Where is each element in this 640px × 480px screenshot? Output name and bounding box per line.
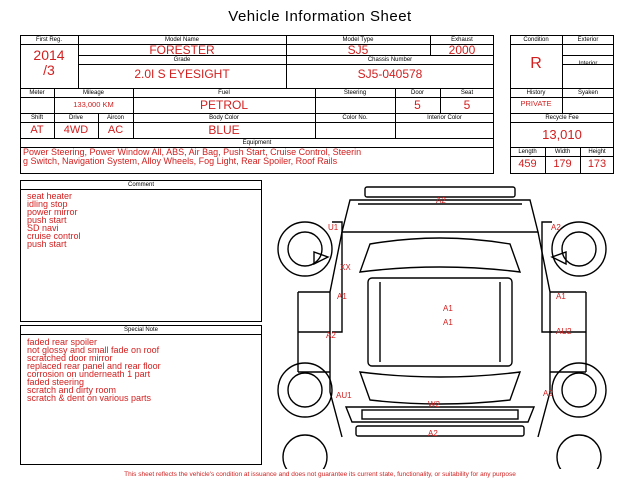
- list-item: push start: [27, 239, 67, 249]
- damage-right-front-door: A1: [556, 292, 566, 301]
- damage-right-rear-fender: A2: [543, 389, 553, 398]
- color-no-label: Color No.: [342, 115, 368, 121]
- mileage-value: 133,000 KM: [73, 101, 114, 109]
- chassis-number-value: SJ5-040578: [357, 67, 423, 81]
- history-value: PRIVATE: [520, 100, 552, 108]
- fuel-label: Fuel: [218, 90, 230, 96]
- width-value: 179: [553, 158, 572, 170]
- list-item: seat heater: [27, 191, 73, 201]
- body-color-value: BLUE: [208, 123, 240, 137]
- comment-list: [27, 192, 81, 248]
- damage-left-rear-fender: AU1: [336, 391, 352, 400]
- fuel-value: PETROL: [199, 98, 248, 112]
- model-type-value: SJ5: [347, 44, 369, 56]
- exhaust-value: 2000: [448, 44, 476, 56]
- model-name-label: Model Name: [164, 37, 199, 43]
- shift-value: AT: [30, 124, 44, 136]
- list-item: faded steering: [27, 377, 85, 387]
- width-label: Width: [554, 149, 571, 155]
- interior-color-label: Interior Color: [427, 115, 462, 121]
- page-title: Vehicle Information Sheet: [228, 8, 412, 25]
- list-item: corrosion on underneath 1 part: [27, 369, 151, 379]
- shift-label: Shift: [30, 115, 43, 121]
- list-item: faded rear spoiler: [27, 337, 98, 347]
- grade-value: 2.0I S EYESIGHT: [134, 67, 230, 81]
- exhaust-label: Exhaust: [451, 37, 473, 43]
- recycle-fee-value: 13,010: [542, 127, 582, 142]
- list-item: replaced rear panel and rear floor: [27, 361, 161, 371]
- car-damage-diagram: [270, 182, 614, 469]
- first-reg-value: 2014 /3: [33, 48, 65, 78]
- meter-label: Meter: [29, 90, 45, 96]
- door-label: Door: [410, 90, 424, 96]
- body-color-label: Body Color: [209, 115, 239, 121]
- damage-roof-front: A1: [443, 304, 453, 313]
- damage-right-rear-door: AU2: [556, 327, 572, 336]
- grade-label: Grade: [173, 57, 191, 63]
- equipment-label: Equipment: [242, 140, 272, 146]
- seat-label: Seat: [460, 90, 474, 96]
- interior-label: Interior: [578, 61, 598, 67]
- list-item: scratch & dent on various parts: [27, 393, 152, 403]
- list-item: idling stop: [27, 199, 68, 209]
- history-label: History: [526, 90, 546, 96]
- length-label: Length: [518, 149, 537, 155]
- exterior-label: Exterior: [577, 37, 599, 43]
- special-note-label: Special Note: [123, 327, 159, 333]
- mileage-label: Mileage: [82, 90, 104, 96]
- damage-tailgate: W2: [428, 400, 440, 409]
- list-item: not glossy and small fade on roof: [27, 345, 160, 355]
- damage-left-front-door: A1: [337, 292, 347, 301]
- model-name-value: FORESTER: [149, 44, 215, 56]
- recycle-fee-label: Recycle Fee: [545, 115, 579, 121]
- damage-roof-rear: A1: [443, 318, 453, 327]
- damage-front-bumper: A2: [436, 196, 446, 205]
- model-type-label: Model Type: [342, 37, 374, 43]
- list-item: push start: [27, 215, 67, 225]
- special-note-list: [27, 338, 161, 402]
- drive-value: 4WD: [63, 124, 89, 136]
- damage-left-mirror: XX: [340, 263, 351, 272]
- syaken-label: Syaken: [577, 90, 598, 96]
- disclaimer-footer: This sheet reflects the vehicle's condition at issuance and does not guarantee its current state, functionality, or suitability for any purpose: [124, 471, 516, 478]
- length-value: 459: [518, 158, 537, 170]
- list-item: scratch and dirty room: [27, 385, 117, 395]
- steering-label: Steering: [343, 90, 367, 96]
- list-item: scratched door mirror: [27, 353, 113, 363]
- seat-value: 5: [463, 98, 471, 112]
- comment-label: Comment: [127, 182, 154, 188]
- condition-value: R: [530, 55, 542, 72]
- chassis-number-label: Chassis Number: [367, 57, 413, 63]
- first-reg-label: First Reg.: [35, 37, 62, 43]
- damage-rear-bumper: A2: [428, 429, 438, 438]
- height-label: Height: [588, 149, 606, 155]
- height-value: 173: [587, 158, 607, 170]
- drive-label: Drive: [68, 115, 83, 121]
- aircon-label: Aircon: [106, 115, 124, 121]
- damage-left-rear-door: A2: [326, 331, 336, 340]
- list-item: cruise control: [27, 231, 81, 241]
- list-item: SD navi: [27, 223, 59, 233]
- damage-front-right-fender: A2: [551, 223, 561, 232]
- door-value: 5: [414, 98, 421, 112]
- list-item: power mirror: [27, 207, 78, 217]
- damage-front-left-fender: U1: [328, 223, 339, 232]
- condition-label: Condition: [523, 37, 549, 43]
- aircon-value: AC: [107, 124, 124, 136]
- equipment-value: Power Steering, Power Window All, ABS, Air Bag, Push Start, Cruise Control, Steerin g Switch, Navigation System, Alloy Wheels, Fog Light, Rear Spoiler, Roof Rails: [23, 148, 362, 166]
